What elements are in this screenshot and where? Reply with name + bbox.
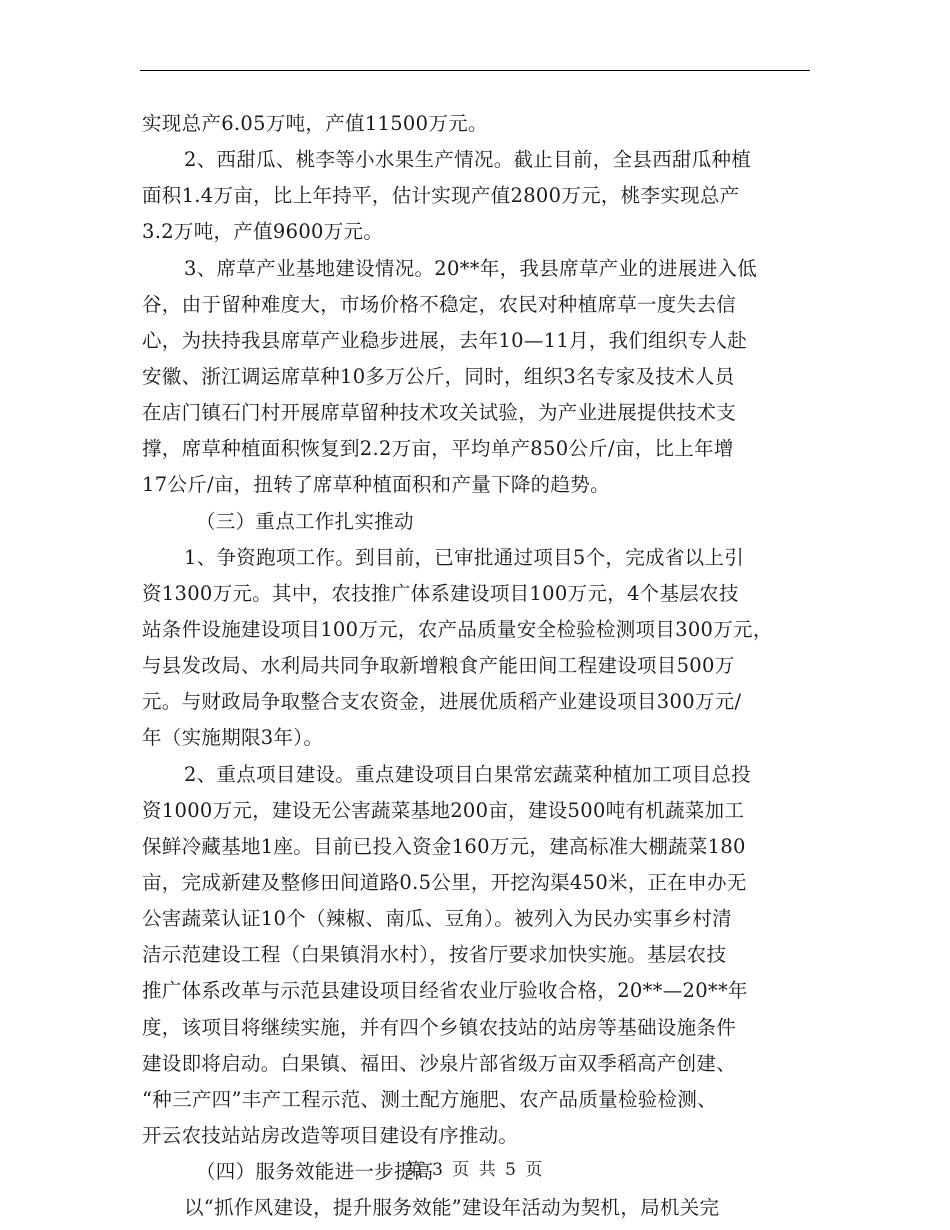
text-line: 3.2万吨，产值9600万元。 bbox=[142, 220, 384, 244]
text-line: 资1000万元，建设无公害蔬菜基地200亩，建设500吨有机蔬菜加工 bbox=[142, 798, 745, 822]
text-line: 度，该项目将继续实施，并有四个乡镇农技站的站房等基础设施条件 bbox=[142, 1015, 737, 1039]
text-line: 与县发改局、水利局共同争取新增粮食产能田间工程建设项目500万 bbox=[142, 654, 735, 678]
document-body bbox=[142, 106, 822, 1226]
text-line: 在店门镇石门村开展席草留种技术攻关试验，为产业进展提供技术支 bbox=[142, 401, 737, 425]
text-line: 2、重点项目建设。重点建设项目白果常宏蔬菜种植加工项目总投 bbox=[184, 762, 752, 786]
text-line: 开云农技站站房改造等项目建设有序推动。 bbox=[142, 1123, 519, 1147]
text-line: 谷，由于留种难度大，市场价格不稳定，农民对种植席草一度失去信 bbox=[142, 292, 737, 316]
text-line: 3、席草产业基地建设情况。20**年，我县席草产业的进展进入低 bbox=[184, 256, 758, 280]
text-line: 心，为扶持我县席草产业稳步进展，去年10—11月，我们组织专人赴 bbox=[142, 328, 748, 352]
text-line: 安徽、浙江调运席草种10多万公斤，同时，组织3名专家及技术人员 bbox=[142, 364, 735, 388]
text-line: 年（实施期限3年）。 bbox=[142, 726, 324, 750]
page-footer: 第 3 页 共 5 页 bbox=[405, 1160, 545, 1180]
text-line: 建设即将启动。白果镇、福田、沙泉片部省级万亩双季稻高产创建、 bbox=[142, 1051, 737, 1075]
section-heading: （三）重点工作扎实推动 bbox=[196, 509, 414, 533]
text-line: 1、争资跑项工作。到目前，已审批通过项目5个，完成省以上引 bbox=[184, 545, 745, 569]
text-line: 保鲜冷藏基地1座。目前已投入资金160万元，建高标准大棚蔬菜180 bbox=[142, 834, 746, 858]
text-line: 公害蔬菜认证10个（辣椒、南瓜、豆角）。被列入为民办实事乡村清 bbox=[142, 907, 732, 931]
header-rule bbox=[140, 70, 810, 71]
text-line: 面积1.4万亩，比上年持平，估计实现产值2800万元，桃李实现总产 bbox=[142, 184, 740, 208]
text-line: 站条件设施建设项目100万元，农产品质量安全检验检测项目300万元， bbox=[142, 617, 773, 641]
text-line: 亩，完成新建及整修田间道路0.5公里，开挖沟渠450米，正在申办无 bbox=[142, 870, 747, 894]
text-line: 以“抓作风建设，提升服务效能”建设年活动为契机，局机关完 bbox=[184, 1196, 720, 1220]
text-line: 洁示范建设工程（白果镇涓水村），按省厅要求加快实施。基层农技 bbox=[142, 943, 727, 967]
text-line: 推广体系改革与示范县建设项目经省农业厅验收合格，20**—20**年 bbox=[142, 979, 748, 1003]
text-line: 2、西甜瓜、桃李等小水果生产情况。截止目前，全县西甜瓜种植 bbox=[184, 148, 752, 172]
text-line: 实现总产6.05万吨，产值11500万元。 bbox=[142, 112, 488, 135]
text-line: “种三产四”丰产工程示范、测土配方施肥、农产品质量检验检测、 bbox=[142, 1087, 717, 1111]
section-heading: （四）服务效能进一步提高 bbox=[196, 1160, 434, 1184]
text-line: 元。与财政局争取整合支农资金，进展优质稻产业建设项目300万元/ bbox=[142, 690, 742, 714]
text-line: 撑，席草种植面积恢复到2.2万亩，平均单产850公斤/亩，比上年增 bbox=[142, 437, 734, 461]
text-line: 资1300万元。其中，农技推广体系建设项目100万元，4个基层农技 bbox=[142, 581, 739, 605]
text-line: 17公斤/亩，扭转了席草种植面积和产量下降的趋势。 bbox=[142, 473, 610, 497]
